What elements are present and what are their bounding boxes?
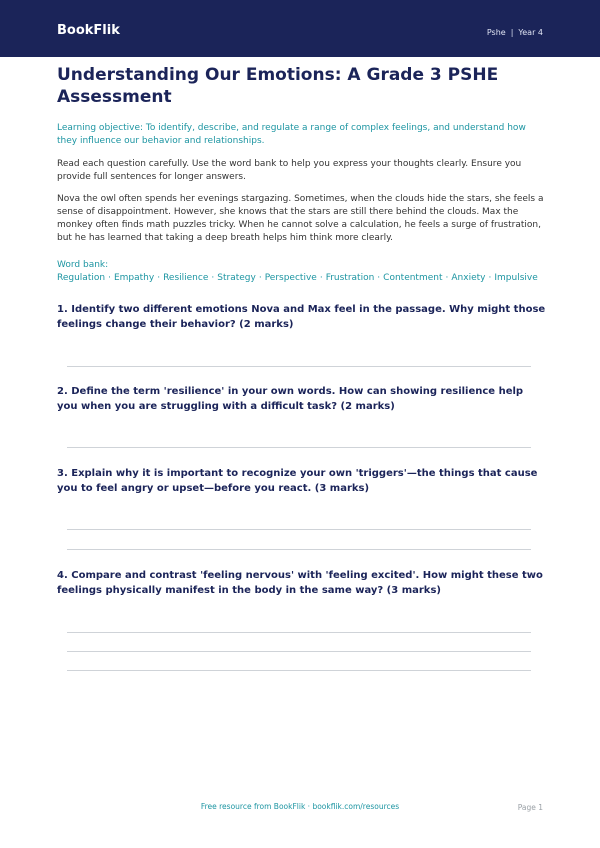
word-bank-separator: · — [258, 273, 262, 283]
word-bank-separator: · — [377, 273, 381, 283]
question-3: 3. Explain why it is important to recognize your own 'triggers'—the things that cause you to feel angry or upset—before you react. (3 marks) — [57, 468, 538, 494]
word-bank-item: Anxiety — [451, 273, 486, 283]
word-bank-separator: · — [445, 273, 449, 283]
word-bank-item: Perspective — [264, 273, 317, 283]
answer-line[interactable] — [67, 366, 531, 367]
word-bank-separator: · — [108, 273, 111, 283]
meta-separator: | — [510, 28, 514, 37]
word-bank-separator: · — [211, 273, 215, 283]
answer-line[interactable] — [67, 632, 531, 633]
subject-label: Pshe — [486, 28, 506, 37]
word-bank-item: Resilience — [163, 273, 209, 283]
page-header — [0, 0, 600, 57]
word-bank — [57, 259, 547, 285]
word-bank-separator: · — [488, 273, 492, 283]
brand-logo: BookFlik — [57, 23, 120, 38]
word-bank-item: Strategy — [217, 273, 256, 283]
passage: Nova the owl often spends her evenings stargazing. Sometimes, when the clouds hide the stars, she feels a sense of disappointment. However, she knows that the stars are still there behind the clouds. Max the monkey often finds math puzzles tricky. When he cannot solve a calculation, he feels a surge of frustration, but he has learned that taking a deep breath helps him think more clearly. — [57, 194, 544, 243]
word-bank-item: Contentment — [383, 273, 443, 283]
word-bank-item: Empathy — [113, 273, 155, 283]
word-bank-separator: · — [157, 273, 161, 283]
footer-credit: Free resource from BookFlik · bookflik.com/resources — [200, 802, 400, 811]
answer-line[interactable] — [67, 670, 531, 671]
answer-line[interactable] — [67, 549, 531, 550]
header-meta — [487, 28, 543, 37]
answer-line[interactable] — [67, 651, 531, 652]
answer-line[interactable] — [67, 447, 531, 448]
question-2: 2. Define the term 'resilience' in your own words. How can showing resilience help you when you are struggling with a difficult task? (2 marks) — [57, 386, 524, 412]
word-bank-separator: · — [319, 273, 323, 283]
word-bank-item: Regulation — [57, 273, 106, 283]
word-bank-item: Impulsive — [494, 273, 538, 283]
instructions: Read each question carefully. Use the word bank to help you express your thoughts clearly. Ensure you provide full sentences for longer answers. — [57, 159, 522, 182]
learning-objective: Learning objective: To identify, describe, and regulate a range of complex feelings, and understand how they influence our behavior and relationships. — [57, 123, 526, 146]
year-label: Year 4 — [518, 28, 543, 37]
answer-line[interactable] — [67, 529, 531, 530]
question-1: 1. Identify two different emotions Nova and Max feel in the passage. Why might those feelings change their behavior? (2 marks) — [57, 304, 546, 330]
page-number: Page 1 — [517, 803, 543, 812]
question-4: 4. Compare and contrast 'feeling nervous' with 'feeling excited'. How might these two feelings physically manifest in the body in the same way? (3 marks) — [57, 570, 543, 596]
word-bank-label: Word bank: — [57, 260, 109, 270]
page-title: Understanding Our Emotions: A Grade 3 PSHE Assessment — [57, 65, 499, 107]
word-bank-item: Frustration — [325, 273, 375, 283]
